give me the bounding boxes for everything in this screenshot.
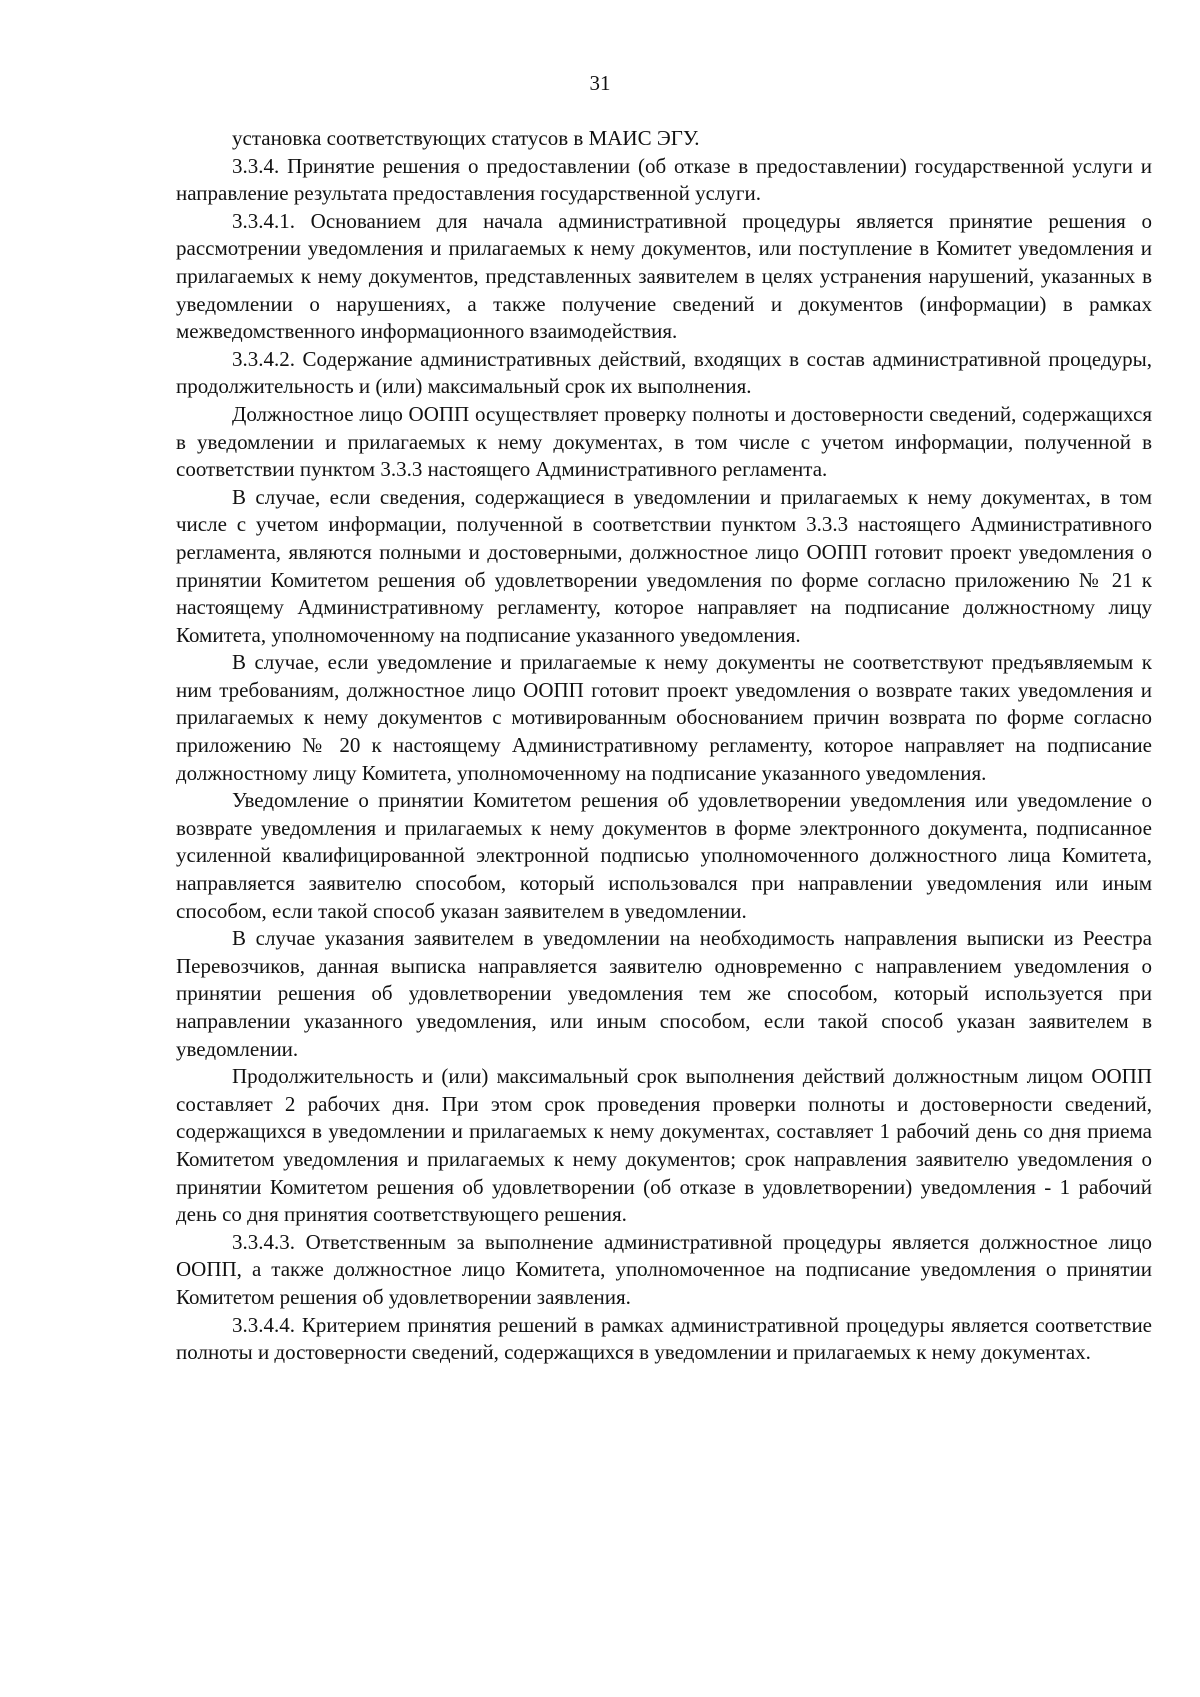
paragraph-verification: Должностное лицо ООПП осуществляет проверку полноты и достоверности сведений, содержащихся в уведомлении и прилагаемых к нему документах, в том числе с учетом информации, полученной в соответствии пунктом 3.3.3 настоящего Административного регламента. xyxy=(176,401,1152,482)
paragraph-3-3-4: 3.3.4. Принятие решения о предоставлении (об отказе в предоставлении) государственной услуги и направление результата предоставления государственной услуги. xyxy=(176,153,1152,206)
paragraph-3-3-4-1: 3.3.4.1. Основанием для начала административной процедуры является принятие решения о рассмотрении уведомления и прилагаемых к нему документов, или поступление в Комитет уведомления и прилагаемых к нему документов, представленных заявителем в целях устранения нарушений, указанных в уведомлении о нарушениях, а также получение сведений и документов (информации) в рамках межведомственного информационного взаимодействия. xyxy=(176,208,1152,344)
paragraph-3-3-4-2: 3.3.4.2. Содержание административных действий, входящих в состав административной процедуры, продолжительность и (или) максимальный срок их выполнения. xyxy=(176,346,1152,399)
paragraph-3-3-4-4: 3.3.4.4. Критерием принятия решений в рамках административной процедуры является соответствие полноты и достоверности сведений, содержащихся в уведомлении и прилагаемых к нему документах. xyxy=(176,1312,1152,1365)
document-body xyxy=(176,125,1152,1367)
paragraph-3-3-4-3: 3.3.4.3. Ответственным за выполнение административной процедуры является должностное лицо ООПП, а также должностное лицо Комитета, уполномоченное на подписание уведомления о принятии Комитетом решения об удовлетворении заявления. xyxy=(176,1229,1152,1309)
paragraph-notification-delivery: Уведомление о принятии Комитетом решения об удовлетворении уведомления или уведомление о возврате уведомления и прилагаемых к нему документов в форме электронного документа, подписанное усиленной квалифицированной электронной подписью уполномоченного должностного лица Комитета, направляется заявителю способом, который использовался при направлении уведомления или иным способом, если такой способ указан заявителем в уведомлении. xyxy=(176,788,1152,923)
page-number: 31 xyxy=(589,71,611,95)
paragraph-return-case: В случае, если уведомление и прилагаемые к нему документы не соответствуют предъявляемым к ним требованиям, должностное лицо ООПП готовит проект уведомления о возврате таких уведомления и прилагаемых к нему документов с мотивированным обоснованием причин возврата по форме согласно приложению № 20 к настоящему Административному регламенту, которое направляет на подписание должностному лицу Комитета, уполномоченному на подписание указанного уведомления. xyxy=(176,650,1152,785)
paragraph-approval-case: В случае, если сведения, содержащиеся в уведомлении и прилагаемых к нему документах, в том числе с учетом информации, полученной в соответствии пунктом 3.3.3 настоящего Административного регламента, являются полными и достоверными, должностное лицо ООПП готовит проект уведомления о принятии Комитетом решения об удовлетворении уведомления по форме согласно приложению № 21 к настоящему Административному регламенту, которое направляет на подписание должностному лицу Комитета, уполномоченному на подписание указанного уведомления. xyxy=(176,484,1152,647)
paragraph-duration: Продолжительность и (или) максимальный срок выполнения действий должностным лицом ООПП составляет 2 рабочих дня. При этом срок проведения проверки полноты и достоверности сведений, содержащихся в уведомлении и прилагаемых к нему документах, составляет 1 рабочий день со дня приема Комитетом уведомления и прилагаемых к нему документов; срок направления заявителю уведомления о принятии Комитетом решения об удовлетворении (об отказе в удовлетворении) уведомления - 1 рабочий день со дня принятия соответствующего решения. xyxy=(176,1064,1152,1227)
paragraph-status-setting: установка соответствующих статусов в МАИС ЭГУ. xyxy=(232,126,700,150)
paragraph-registry-extract: В случае указания заявителем в уведомлении на необходимость направления выписки из Реестра Перевозчиков, данная выписка направляется заявителю одновременно с направлением уведомления о принятии решения об удовлетворении уведомления тем же способом, который используется при направлении указанного уведомления, или иным способом, если такой способ указан заявителем в уведомлении. xyxy=(176,926,1152,1061)
